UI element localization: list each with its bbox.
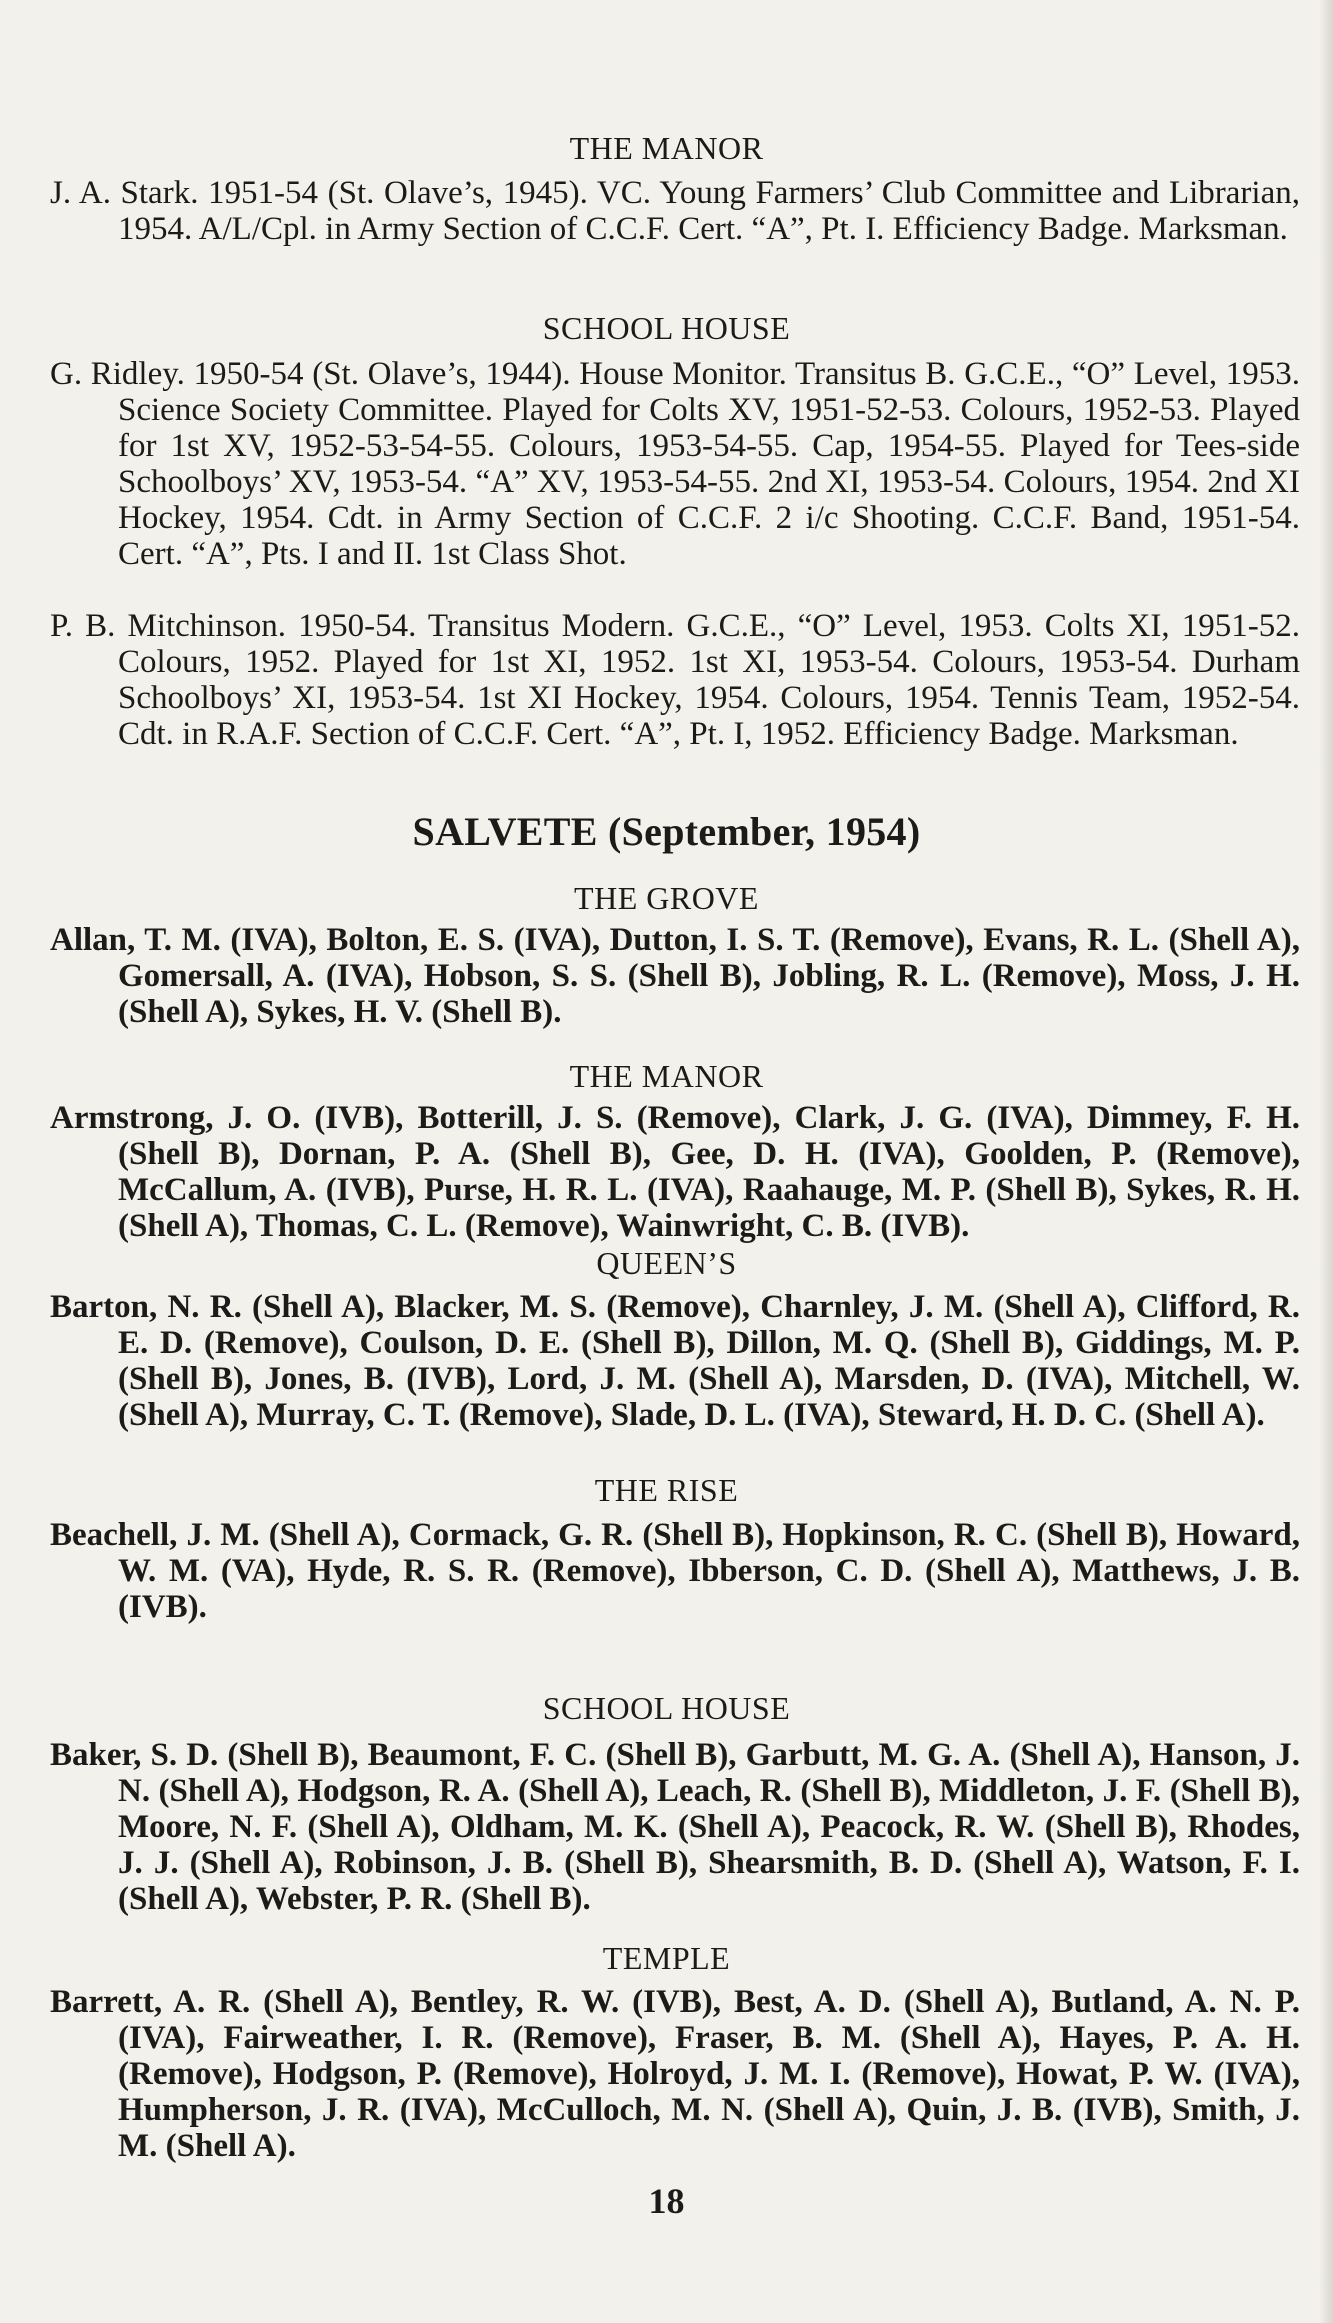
house-heading-school-house: SCHOOL HOUSE — [542, 1690, 791, 1726]
salvete-list-the-grove: Allan, T. M. (IVA), Bolton, E. S. (IVA), Dutton, I. S. T. (Remove), Evans, R. L. (Shell A), Gomersall, A. (IVA), Hobson, S. S. (Shell B), Jobling, R. L. (Remove), Moss, J. H. (Shell A), Sykes, H. V. (Shell B). — [50, 922, 1300, 1030]
house-heading-the-manor: THE MANOR — [569, 1058, 764, 1094]
salvete-list-school-house: Baker, S. D. (Shell B), Beaumont, F. C. (Shell B), Garbutt, M. G. A. (Shell A), Hanson, J. N. (Shell A), Hodgson, R. A. (Shell A), Leach, R. (Shell B), Middleton, J. F. (Shell B), Moore, N. F. (Shell A), Oldham, M. K. (Shell A), Peacock, R. W. (Shell B), Rhodes, J. J. (Shell A), Robinson, J. B. (Shell B), Shearsmith, B. D. (Shell A), Watson, F. I. (Shell A), Webster, P. R. (Shell B). — [50, 1737, 1300, 1917]
page-number: 18 — [648, 2181, 685, 2221]
valete-entry-ridley: G. Ridley. 1950-54 (St. Olave’s, 1944). House Monitor. Transitus B. G.C.E., “O” Level, 1953. Science Society Committee. Played for Colts XV, 1951-52-53. Colours, 1952-53. Played for 1st XV, 1952-53-54-55. Colours, 1953-54-55. Cap, 1954-55. Played for Tees-side Schoolboys’ XV, 1953-54. “A” XV, 1953-54-55. 2nd XI, 1953-54. Colours, 1954. 2nd XI Hockey, 1954. Cdt. in Army Section of C.C.F. 2 i/c Shooting. C.C.F. Band, 1951-54. Cert. “A”, Pts. I and II. 1st Class Shot. — [50, 356, 1300, 572]
salvete-list-the-manor: Armstrong, J. O. (IVB), Botterill, J. S. (Remove), Clark, J. G. (IVA), Dimmey, F. H. (Shell B), Dornan, P. A. (Shell B), Gee, D. H. (IVA), Goolden, P. (Remove), McCallum, A. (IVB), Purse, H. R. L. (IVA), Raahauge, M. P. (Shell B), Sykes, R. H. (Shell A), Thomas, C. L. (Remove), Wainwright, C. B. (IVB). — [50, 1100, 1300, 1244]
valete-entry-mitchinson: P. B. Mitchinson. 1950-54. Transitus Modern. G.C.E., “O” Level, 1953. Colts XI, 1951-52. Colours, 1952. Played for 1st XI, 1952. 1st XI, 1953-54. Colours, 1953-54. Durham Schoolboys’ XI, 1953-54. 1st XI Hockey, 1954. Colours, 1954. Tennis Team, 1952-54. Cdt. in R.A.F. Section of C.C.F. Cert. “A”, Pt. I, 1952. Efficiency Badge. Marksman. — [50, 608, 1300, 752]
salvete-list-the-rise: Beachell, J. M. (Shell A), Cormack, G. R. (Shell B), Hopkinson, R. C. (Shell B), Howard, W. M. (VA), Hyde, R. S. R. (Remove), Ibberson, C. D. (Shell A), Matthews, J. B. (IVB). — [50, 1517, 1300, 1625]
page-edge-shadow — [1319, 0, 1333, 2323]
house-heading-the-rise: THE RISE — [594, 1472, 739, 1508]
salvete-title: SALVETE (September, 1954) — [412, 809, 921, 854]
house-heading-queens: QUEEN’S — [596, 1245, 737, 1281]
section-heading-the-manor: THE MANOR — [569, 130, 764, 166]
house-heading-the-grove: THE GROVE — [574, 880, 759, 916]
section-heading-school-house: SCHOOL HOUSE — [542, 310, 791, 346]
house-heading-temple: TEMPLE — [602, 1940, 731, 1976]
valete-entry-stark: J. A. Stark. 1951-54 (St. Olave’s, 1945). VC. Young Farmers’ Club Committee and Librarian, 1954. A/L/Cpl. in Army Section of C.C.F. Cert. “A”, Pt. I. Efficiency Badge. Marksman. — [50, 175, 1300, 247]
salvete-list-temple: Barrett, A. R. (Shell A), Bentley, R. W. (IVB), Best, A. D. (Shell A), Butland, A. N. P. (IVA), Fairweather, I. R. (Remove), Fraser, B. M. (Shell A), Hayes, P. A. H. (Remove), Hodgson, P. (Remove), Holroyd, J. M. I. (Remove), Howat, P. W. (IVA), Humpherson, J. R. (IVA), McCulloch, M. N. (Shell A), Quin, J. B. (IVB), Smith, J. M. (Shell A). — [50, 1984, 1300, 2164]
salvete-list-queens: Barton, N. R. (Shell A), Blacker, M. S. (Remove), Charnley, J. M. (Shell A), Clifford, R. E. D. (Remove), Coulson, D. E. (Shell B), Dillon, M. Q. (Shell B), Giddings, M. P. (Shell B), Jones, B. (IVB), Lord, J. M. (Shell A), Marsden, D. (IVA), Mitchell, W. (Shell A), Murray, C. T. (Remove), Slade, D. L. (IVA), Steward, H. D. C. (Shell A). — [50, 1289, 1300, 1433]
